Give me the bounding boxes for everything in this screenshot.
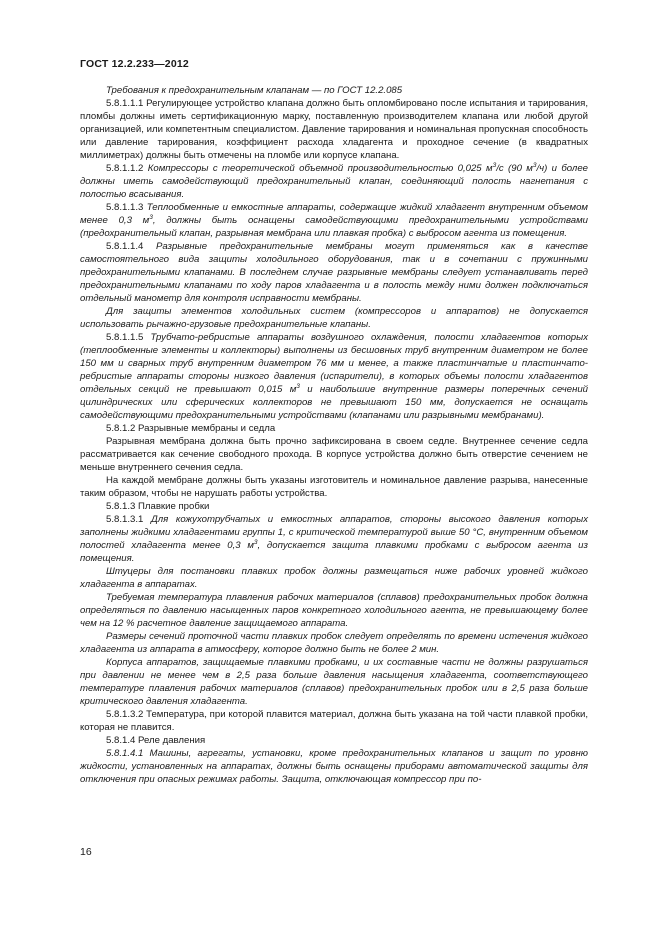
paragraph: На каждой мембране должны быть указаны изготовитель и номинальное давление разрыва, нанесенные таким образом, чтобы не нарушать работы устройства. bbox=[80, 475, 588, 499]
paragraph: Штуцеры для постановки плавких пробок должны размещаться ниже рабочих уровней жидкого хладагента в аппаратах. bbox=[80, 566, 588, 590]
standard-header: ГОСТ 12.2.233—2012 bbox=[80, 58, 189, 70]
paragraph: 5.8.1.3.1 Для кожухотрубчатых и емкостных аппаратов, стороны высокого давления которых заполнены жидкими хладагентами группы 1, с критической температурой выше 50 °С, внутренним объемом полостей хладагента менее 0,3 $м^3$, допускается защита плавкими пробками с выбросом агента из помещения. bbox=[80, 514, 588, 564]
document-body bbox=[80, 84, 588, 786]
paragraph: 5.8.1.1.3 Теплообменные и емкостные аппараты, содержащие жидкий хладагент внутренним объемом менее 0,3 $м^3$, должны быть оснащены самодействующими предохранительными устройствами (предохранительный клапан, разрывная мембрана или плавкая пробка) с выбросом агента из помещения. bbox=[80, 202, 588, 239]
paragraph: Корпуса аппаратов, защищаемые плавкими пробками, и их составные части не должны разрушаться при давлении не менее чем в 2,5 раза больше давления насыщения хладагента, соответствующего температуре плавления рабочих материалов (сплавов) предохранительных пробок или в 2,5 раза больше критического давления хладагента. bbox=[80, 657, 588, 707]
paragraph: 5.8.1.3.2 Температура, при которой плавится материал, должна быть указана на той части плавкой пробки, которая не плавится. bbox=[80, 709, 588, 733]
paragraph: 5.8.1.1.1 Регулирующее устройство клапана должно быть опломбировано после испытания и тарирования, пломбы должны иметь сертификационную марку, поставленную производителем клапана или любой другой организацией, или компетентным специалистом. Давление тарирования и номинальная пропускная способность или давление тарирования, коэффициент расхода хладагента и проходное сечение (в квадратных миллиметрах) должны быть отмечены на пломбе или корпусе клапана. bbox=[80, 98, 588, 161]
paragraph: Разрывная мембрана должна быть прочно зафиксирована в своем седле. Внутреннее сечение седла рассматривается как сечение свободного прохода. В корпусе устройства должно быть отверстие сечением не меньше внутреннего сечения седла. bbox=[80, 436, 588, 473]
paragraph: 5.8.1.1.2 Компрессоры с теоретической объемной производительностью 0,025 $м^3/с$ (90 $м^3/ч$) и более должны иметь самодействующий предохранительный клапан, соединяющий полость нагнетания с полостью всасывания. bbox=[80, 161, 588, 200]
paragraph: Требуемая температура плавления рабочих материалов (сплавов) предохранительных пробок должна определяться по давлению насыщенных паров конкретного холодильного агента, не превышающему более чем на 12 % расчетное давление защищаемого аппарата. bbox=[80, 592, 588, 629]
page-number: 16 bbox=[80, 846, 92, 858]
paragraph: Требования к предохранительным клапанам — по ГОСТ 12.2.085 bbox=[106, 85, 403, 96]
section-heading: 5.8.1.3 Плавкие пробки bbox=[106, 501, 210, 512]
paragraph: 5.8.1.4.1 Машины, агрегаты, установки, кроме предохранительных клапанов и защит по уровню жидкости, установленных на аппаратах, должны быть оснащены приборами автоматической защиты для отключения при опасных режимах работы. Защита, отключающая компрессор при по- bbox=[80, 748, 588, 785]
section-heading: 5.8.1.4 Реле давления bbox=[106, 735, 206, 746]
paragraph: 5.8.1.1.5 Трубчато-ребристые аппараты воздушного охлаждения, полости хладагентов которых (теплообменные элементы и коллекторы) выполнены из бесшовных труб внутренним диаметром не более 150 мм и сварных труб внутренним диаметром 76 мм и менее, а также пластинчатые и пластинчато-ребристые аппараты стороны низкого давления (испарители), в которых объемы полости хладагентов отдельных секций не превышают 0,015 $м^3$ и наибольшие внутренние размеры поперечных сечений цилиндрических или сферических коллекторов не превышают 150 мм, допускается не оснащать самодействующими предохранительными устройствами (клапанами или разрывными мембранами). bbox=[80, 332, 589, 421]
section-heading: 5.8.1.2 Разрывные мембраны и седла bbox=[106, 423, 276, 434]
paragraph: Для защиты элементов холодильных систем (компрессоров и аппаратов) не допускается использовать рычажно-грузовые предохранительные клапаны. bbox=[80, 306, 588, 330]
paragraph: Размеры сечений проточной части плавких пробок следует определять по времени истечения жидкого хладагента из аппарата в атмосферу, которое должно быть не более 2 мин. bbox=[80, 631, 588, 655]
paragraph: 5.8.1.1.4 Разрывные предохранительные мембраны могут применяться как в качестве самостоятельного вида защиты холодильного оборудования, так и в сочетании с пружинными предохранительными клапанами. В последнем случае разрывные мембраны следует устанавливать перед предохранительными клапанами по ходу паров хладагента и в полость между ними должен подключаться отдельный манометр для контроля исправности мембраны. bbox=[80, 241, 588, 304]
